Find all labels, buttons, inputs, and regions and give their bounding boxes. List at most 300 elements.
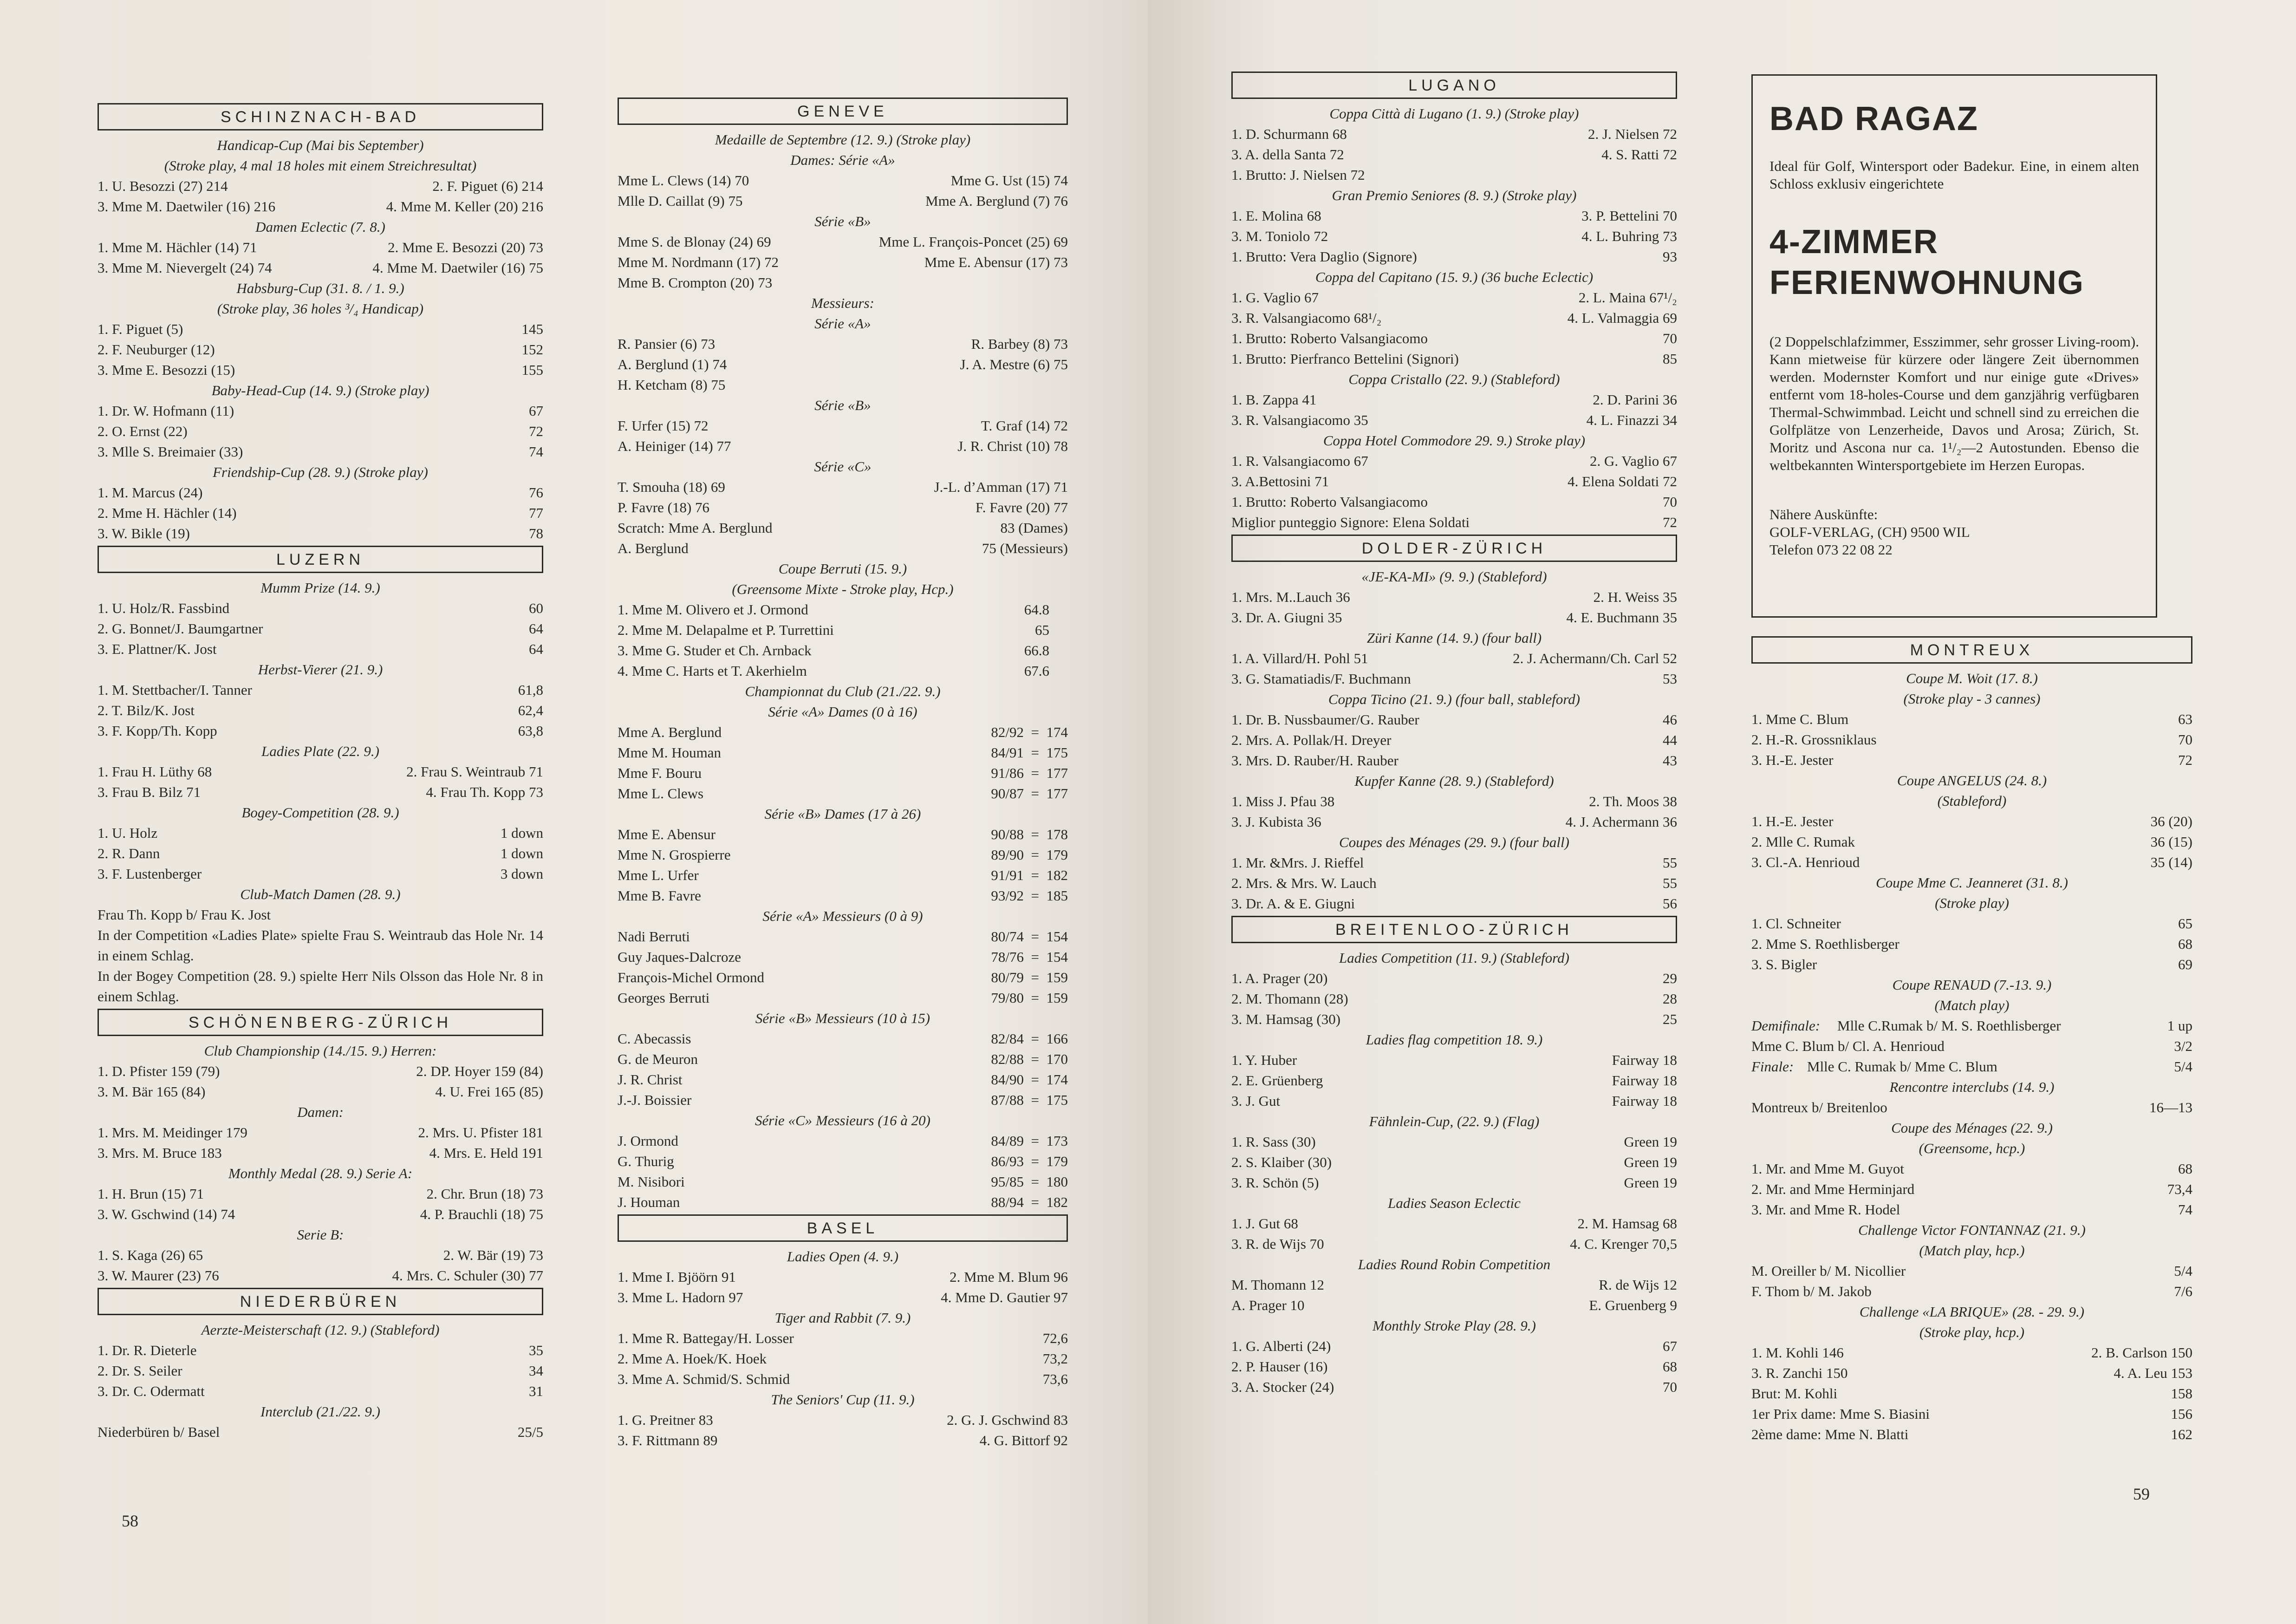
result-name: 3. G. Stamatiadis/F. Buchmann: [1231, 671, 1411, 687]
result-left: A. Berglund (1) 74: [618, 356, 727, 372]
right-page: [1148, 0, 2296, 1624]
club-heading: LUZERN: [98, 546, 543, 573]
result-right: 2. G. Vaglio 67: [1589, 453, 1677, 469]
result-right: 4. P. Brauchli (18) 75: [420, 1206, 543, 1222]
result-right: F. Favre (20) 77: [976, 499, 1068, 515]
result-score: 95/85 = 180: [991, 1174, 1068, 1190]
result-score: 1 down: [500, 825, 543, 841]
result-row: [1751, 954, 2192, 975]
result-score: 80/79 = 159: [991, 969, 1068, 985]
competition-title: Coupe RENAUD (7.-13. 9.): [1892, 977, 2052, 993]
advert-contact-line-3: Telefon 073 22 08 22: [1769, 541, 1893, 558]
result-score: 5/4: [2174, 1058, 2192, 1075]
competition-title: (Greensome, hcp.): [1919, 1140, 2025, 1156]
result-row: [98, 1245, 543, 1265]
result-name: 1. Dr. R. Dieterle: [98, 1342, 197, 1358]
result-row: [1231, 1213, 1677, 1234]
competition-title: Ladies flag competition 18. 9.): [1366, 1031, 1543, 1048]
result-name: Mme A. Berglund: [618, 724, 722, 740]
result-score: 82/92 = 174: [991, 724, 1068, 740]
result-score: 5/4: [2174, 1263, 2192, 1279]
advert-headline-1: 4-ZIMMER: [1769, 223, 1938, 261]
result-row: [98, 237, 543, 258]
result-row: [618, 640, 1068, 661]
result-score: 67: [529, 403, 543, 419]
result-row: [618, 661, 1068, 681]
competition-title: Baby-Head-Cup (14. 9.) (Stroke play): [211, 382, 429, 398]
result-left: 3. M. Bär 165 (84): [98, 1083, 206, 1100]
result-left: 1. G. Preitner 83: [618, 1412, 713, 1428]
result-left: 3. Mme M. Daetwiler (16) 216: [98, 198, 276, 215]
result-right: 4. Mme M. Daetwiler (16) 75: [372, 260, 543, 276]
result-row: [98, 680, 543, 700]
result-name: 2. Mme M. Delapalme et P. Turrettini: [618, 622, 834, 638]
result-right: J.-L. d’Amman (17) 71: [934, 479, 1068, 495]
result-row: [1231, 1357, 1677, 1377]
club-heading: SCHÖNENBERG-ZÜRICH: [98, 1009, 543, 1036]
result-name: 3. Mlle S. Breimaier (33): [98, 444, 243, 460]
competition-title: Bogey-Competition (28. 9.): [241, 804, 399, 821]
result-left: 1. D. Schurmann 68: [1231, 126, 1347, 142]
result-name: H. Ketcham (8) 75: [618, 377, 726, 393]
result-row: [618, 865, 1068, 886]
result-name: 2. Dr. S. Seiler: [98, 1363, 182, 1379]
advert-body: (2 Doppelschlafzimmer, Esszimmer, sehr grosser Living-room). Kann mietweise für kürzere oder längere Zeit übernommen werden. Modernster Komfort und nur einige gute «Drives» entfernt vom 18-holes-Course und dem ganzjährig verfügbaren Thermal-Schwimmbad. Leicht und schnell sind zu erreichen die Golfplätze von Lenzerheide, Davos und Arosa; Zürich, St. Moritz und Ascona nur ca. 1¹/₂—2 Autostunden. Ebenso die weltbekannten Wintersportgebiete im Herzen Europas.: [1769, 333, 2139, 473]
result-score: 35: [529, 1342, 543, 1358]
result-row: [1751, 934, 2192, 954]
result-score: 25: [1663, 1011, 1677, 1027]
result-score: 66.8: [1024, 642, 1049, 659]
result-name: M. Oreiller b/ M. Nicollier: [1751, 1263, 1906, 1279]
result-right: 2. Mme M. Blum 96: [950, 1269, 1068, 1285]
result-score: 63,8: [518, 723, 543, 739]
result-score: 3/2: [2174, 1038, 2192, 1054]
competition-title: Club Championship (14./15. 9.) Herren:: [204, 1043, 437, 1059]
competition-title: «JE-KA-MI» (9. 9.) (Stableford): [1361, 568, 1547, 585]
round-label: Demifinale:: [1751, 1017, 1821, 1034]
result-score: 53: [1663, 671, 1677, 687]
result-score: 55: [1663, 854, 1677, 871]
result-row: [618, 1328, 1068, 1349]
result-score: 84/90 = 174: [991, 1071, 1068, 1088]
result-score: 61,8: [518, 682, 543, 698]
result-row: [98, 1122, 543, 1143]
result-name: 4. Mme C. Harts et T. Akerhielm: [618, 663, 807, 679]
result-score: 79/80 = 159: [991, 990, 1068, 1006]
result-left: Scratch: Mme A. Berglund: [618, 520, 773, 536]
result-row: [1231, 349, 1677, 369]
result-score: 36 (20): [2150, 813, 2192, 829]
result-name: Mme E. Abensur: [618, 826, 715, 842]
result-right: 4. C. Krenger 70,5: [1570, 1236, 1677, 1252]
result-score: 73,6: [1042, 1371, 1068, 1387]
result-score: 70: [1663, 330, 1677, 346]
result-name: 1. Brutto: J. Nielsen 72: [1231, 167, 1365, 183]
result-row: [1751, 832, 2192, 852]
result-name: 1. A. Prager (20): [1231, 970, 1328, 986]
result-name: J.-J. Boissier: [618, 1092, 692, 1108]
result-left: 3. R. Valsangiacomo 68¹/₂: [1231, 310, 1382, 326]
result-row: [1231, 287, 1677, 308]
result-row: [618, 538, 1068, 559]
competition-title: Série «A» Messieurs (0 à 9): [762, 908, 923, 924]
result-row: [98, 1422, 543, 1442]
result-row: [1231, 308, 1677, 328]
result-score: 78/76 = 154: [991, 949, 1068, 965]
result-score: 89/90 = 179: [991, 847, 1068, 863]
club-heading: SCHINZNACH-BAD: [98, 103, 543, 130]
competition-title: Coupe Mme C. Jeanneret (31. 8.): [1876, 874, 2068, 891]
result-row: [618, 743, 1068, 763]
result-score: Green 19: [1624, 1154, 1677, 1170]
result-row: [1231, 1091, 1677, 1111]
competition-title: Monthly Stroke Play (28. 9.): [1372, 1317, 1536, 1334]
result-score: 43: [1663, 752, 1677, 769]
result-row: [1751, 1057, 2192, 1077]
result-row: [1751, 811, 2192, 832]
result-score: 90/88 = 178: [991, 826, 1068, 842]
competition-title: (Match play): [1934, 997, 2010, 1013]
result-row: [618, 620, 1068, 640]
result-row: [1751, 852, 2192, 873]
result-row: [1231, 730, 1677, 750]
result-row: [1231, 853, 1677, 873]
club-heading: BASEL: [618, 1214, 1068, 1242]
result-name: 3. Mrs. D. Rauber/H. Rauber: [1231, 752, 1398, 769]
result-score: 64: [529, 620, 543, 637]
result-name: 3. W. Bikle (19): [98, 525, 190, 541]
result-left: M. Thomann 12: [1231, 1277, 1325, 1293]
competition-title: Kupfer Kanne (28. 9.) (Stableford): [1354, 773, 1554, 789]
result-row: [98, 339, 543, 360]
competition-title: (Match play, hcp.): [1919, 1242, 2025, 1259]
result-left: 3. R. Zanchi 150: [1751, 1365, 1848, 1381]
result-score: 93/92 = 185: [991, 887, 1068, 904]
result-name: 1. Brutto: Roberto Valsangiacomo: [1231, 494, 1428, 510]
result-right: 2. W. Bär (19) 73: [443, 1247, 543, 1263]
result-row: [1231, 226, 1677, 247]
result-score: 91/86 = 177: [991, 765, 1068, 781]
result-right: 2. H. Weiss 35: [1593, 589, 1677, 605]
result-left: 1. B. Zappa 41: [1231, 391, 1317, 408]
result-row: [1231, 492, 1677, 512]
competition-title: Série «A»: [814, 315, 871, 332]
competition-title: Monthly Medal (28. 9.) Serie A:: [228, 1165, 413, 1181]
result-score: 84/89 = 173: [991, 1133, 1068, 1149]
result-name: 3. Dr. A. & E. Giugni: [1231, 895, 1355, 912]
result-row: [1231, 587, 1677, 607]
result-row: [618, 947, 1068, 967]
competition-title: Ladies Competition (11. 9.) (Stableford): [1339, 950, 1569, 966]
result-row: [1751, 1016, 2192, 1036]
result-name: 1. R. Sass (30): [1231, 1134, 1316, 1150]
result-row: [618, 334, 1068, 354]
competition-title: Ladies Open (4. 9.): [787, 1248, 899, 1265]
result-left: 1. H. Brun (15) 71: [98, 1186, 204, 1202]
result-score: 25/5: [517, 1424, 543, 1440]
result-row: [618, 232, 1068, 252]
result-row: [618, 1410, 1068, 1430]
result-name: Mlle C. Rumak b/ Mme C. Blum: [1807, 1058, 1997, 1075]
result-right: 4. A. Leu 153: [2114, 1365, 2192, 1381]
result-name: G. de Meuron: [618, 1051, 698, 1067]
result-name: M. Nisibori: [618, 1174, 685, 1190]
result-row: [98, 1204, 543, 1225]
result-row: [98, 823, 543, 843]
competition-title: Medaille de Septembre (12. 9.) (Stroke play): [715, 131, 971, 148]
result-name: Miglior punteggio Signore: Elena Soldati: [1231, 514, 1470, 530]
result-score: 29: [1663, 970, 1677, 986]
competition-title: Herbst-Vierer (21. 9.): [258, 661, 383, 678]
result-name: 2. Mme H. Hächler (14): [98, 505, 237, 521]
result-score: 28: [1663, 991, 1677, 1007]
result-right: 4. L. Finazzi 34: [1586, 412, 1677, 428]
result-row: [618, 1151, 1068, 1172]
result-score: 87/88 = 175: [991, 1092, 1068, 1108]
result-row: [1231, 1009, 1677, 1030]
competition-title: (Stroke play, 4 mal 18 holes mit einem Streichresultat): [164, 157, 477, 174]
competition-title: Mumm Prize (14. 9.): [260, 580, 380, 596]
club-heading: LUGANO: [1231, 72, 1677, 99]
result-name: 2. Mme S. Roethlisberger: [1751, 936, 1899, 952]
result-name: 1. Mme R. Battegay/H. Losser: [618, 1330, 794, 1346]
result-score: Green 19: [1624, 1174, 1677, 1191]
result-name: 2. Mrs. & Mrs. W. Lauch: [1231, 875, 1377, 891]
result-score: 36 (15): [2150, 834, 2192, 850]
result-score: 68: [2178, 936, 2192, 952]
result-name: Niederbüren b/ Basel: [98, 1424, 220, 1440]
result-score: 73,4: [2167, 1181, 2192, 1197]
result-row: [618, 1070, 1068, 1090]
result-name: 1. Y. Huber: [1231, 1052, 1297, 1068]
competition-title: The Seniors' Cup (11. 9.): [771, 1391, 915, 1408]
result-row: [98, 1381, 543, 1402]
result-right: 75 (Messieurs): [982, 540, 1068, 556]
result-name: 1. U. Holz: [98, 825, 158, 841]
competition-title: Coppa Città di Lugano (1. 9.) (Stroke play): [1329, 105, 1579, 122]
result-name: 1. G. Alberti (24): [1231, 1338, 1331, 1354]
result-left: 3. F. Rittmann 89: [618, 1432, 718, 1448]
result-score: 72: [2178, 752, 2192, 768]
result-row: [1231, 669, 1677, 689]
result-name: 3. Mme G. Studer et Ch. Arnback: [618, 642, 812, 659]
result-name: 2. P. Hauser (16): [1231, 1358, 1328, 1375]
result-name: 1. Brutto: Pierfranco Bettelini (Signori): [1231, 351, 1459, 367]
result-name: 1. M. Marcus (24): [98, 484, 203, 501]
result-name: 3. E. Plattner/K. Jost: [98, 641, 217, 657]
result-row: [1231, 1234, 1677, 1254]
result-left: Mme M. Nordmann (17) 72: [618, 254, 779, 270]
result-row: [98, 503, 543, 523]
competition-title: Championnat du Club (21./22. 9.): [745, 683, 941, 699]
result-row: [1751, 1343, 2192, 1363]
competition-title: Coupes des Ménages (29. 9.) (four ball): [1339, 834, 1569, 850]
result-name: 1. Dr. B. Nussbaumer/G. Rauber: [1231, 711, 1419, 728]
result-right: 4. Elena Soldati 72: [1568, 473, 1677, 489]
result-score: 46: [1663, 711, 1677, 728]
result-score: 74: [2178, 1201, 2192, 1218]
result-row: [618, 988, 1068, 1008]
result-row: [1231, 894, 1677, 914]
result-left: 3. W. Gschwind (14) 74: [98, 1206, 235, 1222]
result-name: Georges Berruti: [618, 990, 710, 1006]
competition-title: Ladies Round Robin Competition: [1358, 1256, 1551, 1272]
result-score: 55: [1663, 875, 1677, 891]
result-row: [98, 598, 543, 619]
result-left: Mlle D. Caillat (9) 75: [618, 193, 743, 209]
result-score: 90/87 = 177: [991, 785, 1068, 802]
result-row: [98, 421, 543, 442]
result-name: Mme M. Houman: [618, 744, 722, 761]
result-name: 1. H.-E. Jester: [1751, 813, 1834, 829]
result-row: [1751, 750, 2192, 770]
competition-title: (Stroke play, 36 holes ³/₄ Handicap): [217, 300, 424, 317]
result-right: 4. Mme D. Gautier 97: [941, 1289, 1068, 1305]
result-right: 83 (Dames): [1000, 520, 1068, 536]
result-row: [98, 905, 543, 925]
result-row: [1751, 1424, 2192, 1445]
result-row: [1231, 410, 1677, 430]
result-left: 3. R. de Wijs 70: [1231, 1236, 1324, 1252]
result-row: [1751, 1261, 2192, 1281]
result-score: 72: [1663, 514, 1677, 530]
result-right: 2. D. Parini 36: [1593, 391, 1677, 408]
result-name: 2. G. Bonnet/J. Baumgartner: [98, 620, 263, 637]
result-right: 4. L. Valmaggia 69: [1567, 310, 1677, 326]
result-row: [98, 1361, 543, 1381]
competition-title: Fähnlein-Cup, (22. 9.) (Flag): [1369, 1113, 1540, 1129]
result-row: [1231, 512, 1677, 533]
result-left: 1. Frau H. Lüthy 68: [98, 763, 212, 780]
result-row: [98, 762, 543, 782]
result-left: 1. U. Besozzi (27) 214: [98, 178, 228, 194]
result-row: [618, 600, 1068, 620]
result-row: [98, 864, 543, 884]
result-right: 4. Mrs. C. Schuler (30) 77: [392, 1267, 543, 1284]
result-left: 3. Mrs. M. Bruce 183: [98, 1145, 222, 1161]
result-row: [1231, 873, 1677, 894]
result-score: 67.6: [1024, 663, 1049, 679]
result-row: [1231, 206, 1677, 226]
result-score: 145: [521, 321, 543, 337]
competition-title: Tiger and Rabbit (7. 9.): [774, 1310, 911, 1326]
result-row: [1231, 1336, 1677, 1357]
result-row: [1751, 1097, 2192, 1118]
result-score: 34: [529, 1363, 543, 1379]
club-heading: MONTREUX: [1751, 636, 2192, 664]
result-left: 3. Mme L. Hadorn 97: [618, 1289, 743, 1305]
result-name: 2. R. Dann: [98, 845, 160, 861]
result-left: P. Favre (18) 76: [618, 499, 710, 515]
result-row: [98, 319, 543, 339]
result-left: A. Heiniger (14) 77: [618, 438, 731, 454]
result-row: [618, 1430, 1068, 1451]
result-row: [1751, 1281, 2192, 1302]
result-name: Mme L. Urfer: [618, 867, 699, 883]
result-row: [618, 1369, 1068, 1389]
result-left: 3. R. Valsangiacomo 35: [1231, 412, 1368, 428]
competition-title: Dames: Série «A»: [790, 152, 895, 168]
result-row: [618, 1192, 1068, 1213]
club-heading: GENEVE: [618, 98, 1068, 125]
result-row: [618, 518, 1068, 538]
competition-title: Coupe ANGELUS (24. 8.): [1897, 772, 2047, 789]
result-right: 2. J. Achermann/Ch. Carl 52: [1513, 650, 1677, 666]
result-name: 3. Mr. and Mme R. Hodel: [1751, 1201, 1900, 1218]
result-score: 65: [1035, 622, 1049, 638]
result-left: 1. M. Kohli 146: [1751, 1344, 1844, 1361]
result-row: [1231, 968, 1677, 989]
result-right: 4. U. Frei 165 (85): [435, 1083, 543, 1100]
competition-title: Aerzte-Meisterschaft (12. 9.) (Stableford): [201, 1322, 440, 1338]
result-score: 158: [2171, 1385, 2192, 1402]
result-row: [1231, 989, 1677, 1009]
result-name: 2. Mr. and Mme Herminjard: [1751, 1181, 1915, 1197]
result-name: Mme B. Favre: [618, 887, 701, 904]
result-score: 162: [2171, 1426, 2192, 1442]
club-heading: DOLDER-ZÜRICH: [1231, 535, 1677, 562]
result-score: 152: [521, 341, 543, 358]
competition-title: Série «B» Messieurs (10 à 15): [755, 1010, 930, 1026]
result-row: [1231, 1152, 1677, 1173]
result-name: Mme B. Crompton (20) 73: [618, 274, 773, 291]
result-right: R. de Wijs 12: [1599, 1277, 1677, 1293]
page-number-right: 59: [2133, 1485, 2150, 1503]
result-name: 3. Dr. C. Odermatt: [98, 1383, 205, 1399]
result-score: 73,2: [1042, 1350, 1068, 1367]
note-paragraph: In der Competition «Ladies Plate» spielte Frau S. Weintraub das Hole Nr. 14 in einem Schlag.: [98, 927, 543, 964]
result-row: [618, 1287, 1068, 1308]
result-right: 4. G. Bittorf 92: [979, 1432, 1068, 1448]
result-left: 1. Mme I. Bjöörn 91: [618, 1269, 736, 1285]
result-score: 155: [521, 362, 543, 378]
competition-title: Ladies Season Eclectic: [1388, 1195, 1521, 1211]
competition-title: Coppa Cristallo (22. 9.) (Stableford): [1348, 371, 1560, 387]
competition-title: Handicap-Cup (Mai bis September): [217, 137, 424, 153]
result-row: [618, 436, 1068, 457]
result-right: 2. Chr. Brun (18) 73: [426, 1186, 543, 1202]
result-row: [618, 252, 1068, 273]
result-name: 3. M. Hamsag (30): [1231, 1011, 1341, 1027]
result-name: 1. Mme M. Olivero et J. Ormond: [618, 601, 808, 618]
result-row: [1231, 1295, 1677, 1316]
result-left: 3. J. Kubista 36: [1231, 814, 1321, 830]
result-score: 88/94 = 182: [991, 1194, 1068, 1210]
result-score: Fairway 18: [1612, 1072, 1677, 1089]
result-name: 2. O. Ernst (22): [98, 423, 188, 439]
competition-title: Damen:: [297, 1104, 344, 1120]
results-column-2: [618, 96, 1068, 1451]
result-score: 35 (14): [2150, 854, 2192, 870]
competition-title: Gran Premio Seniores (8. 9.) (Stroke play): [1332, 187, 1577, 203]
result-score: 93: [1663, 248, 1677, 265]
result-row: [618, 477, 1068, 497]
result-score: Green 19: [1624, 1134, 1677, 1150]
result-name: F. Thom b/ M. Jakob: [1751, 1283, 1872, 1299]
result-name: 1er Prix dame: Mme S. Biasini: [1751, 1406, 1930, 1422]
advert-contact-line-1: Nähere Auskünfte:: [1769, 506, 1878, 522]
result-row: [1231, 710, 1677, 730]
competition-title: Coppa Ticino (21. 9.) (four ball, stableford): [1328, 691, 1581, 707]
result-row: [98, 1265, 543, 1286]
result-name: 2. S. Klaiber (30): [1231, 1154, 1332, 1170]
result-right: T. Graf (14) 72: [981, 417, 1068, 434]
competition-title: Série «C» Messieurs (16 à 20): [755, 1112, 930, 1128]
result-row: [1231, 390, 1677, 410]
result-name: 1. M. Stettbacher/I. Tanner: [98, 682, 252, 698]
club-heading: BREITENLOO-ZÜRICH: [1231, 916, 1677, 943]
result-name: 1. Cl. Schneiter: [1751, 915, 1841, 932]
